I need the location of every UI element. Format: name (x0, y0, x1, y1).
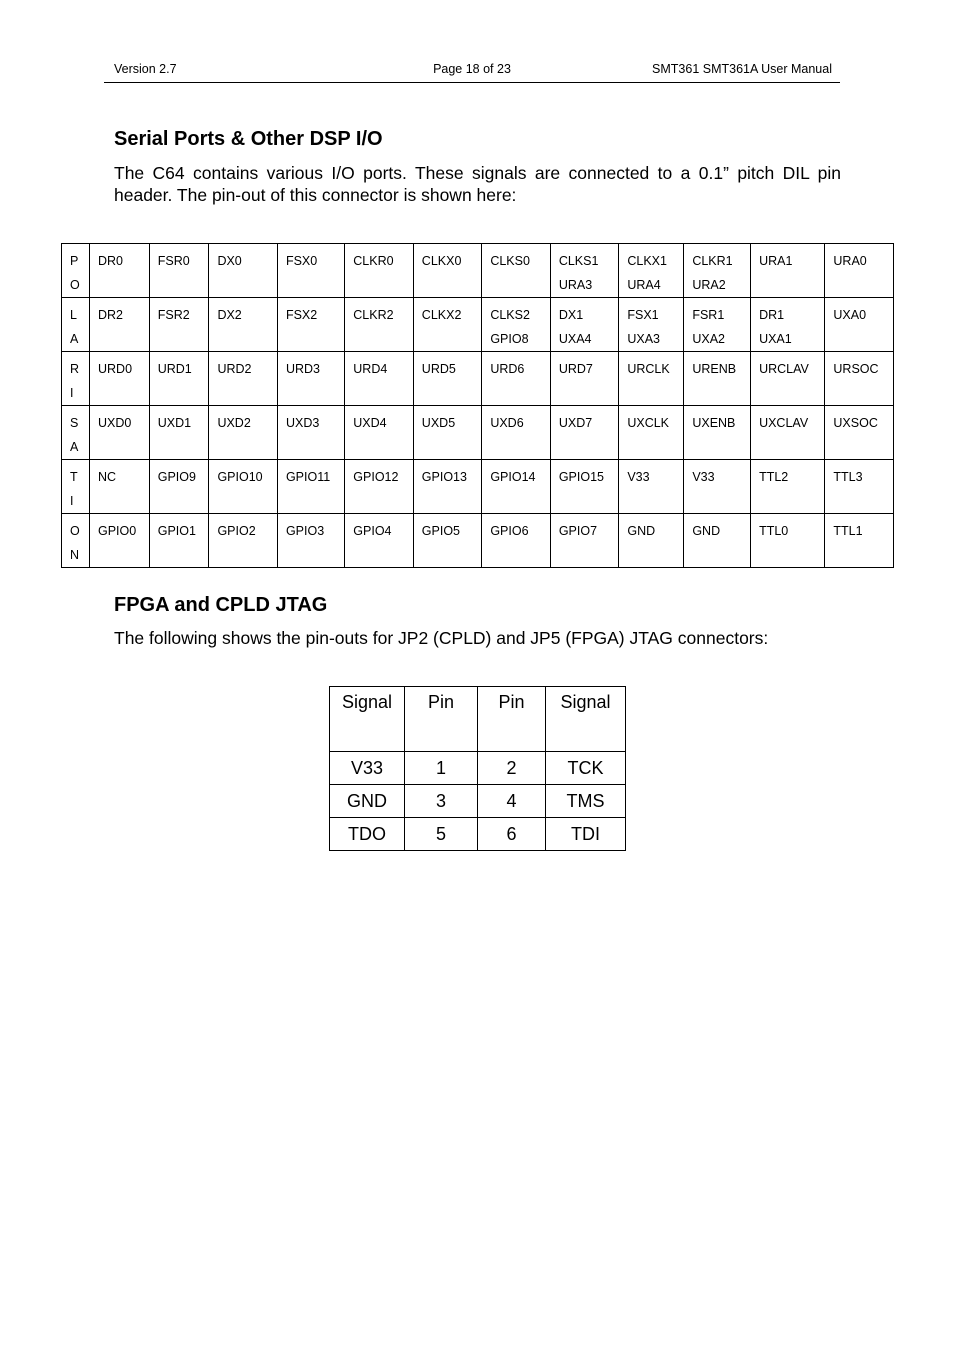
pin-cell (149, 244, 209, 298)
pin-cell (209, 514, 278, 568)
pin-cell (619, 460, 684, 514)
pin-cell (413, 460, 482, 514)
pin-cell (90, 460, 150, 514)
pin-cell (684, 514, 751, 568)
column-header: Signal (546, 687, 626, 752)
pin-signal: UXA3 (627, 332, 660, 346)
pin-signal: UXD4 (353, 416, 387, 430)
pin-cell (684, 406, 751, 460)
pin-cell (209, 406, 278, 460)
pin-signal: TTL3 (833, 470, 863, 484)
pin-signal: URENB (692, 362, 737, 376)
pin-cell (149, 406, 209, 460)
pin-signal: GPIO13 (421, 470, 467, 484)
pin-cell (277, 352, 344, 406)
pin-signal: GPIO15 (558, 470, 604, 484)
pin-signal: URCLK (627, 362, 670, 376)
pin-cell (209, 460, 278, 514)
pin-signal: GPIO14 (490, 470, 536, 484)
pin-cell (277, 406, 344, 460)
pin-signal: GPIO5 (421, 524, 461, 538)
pin-cell (277, 298, 344, 352)
pin-signal: TTL0 (759, 524, 789, 538)
side-label-letter: O (70, 524, 80, 538)
pin-signal: FSR2 (157, 308, 190, 322)
pin-cell (345, 352, 414, 406)
pinout-table (61, 243, 894, 568)
table-header-row (330, 687, 626, 752)
pin-signal: DR1 (759, 308, 785, 322)
pin-cell (619, 244, 684, 298)
pin-signal: DR2 (98, 308, 124, 322)
pin-signal: CLKX0 (421, 254, 462, 268)
table-row (330, 818, 626, 851)
table-cell: 5 (405, 818, 478, 851)
pin-signal: GPIO9 (157, 470, 196, 484)
pin-cell (825, 514, 894, 568)
table-row (62, 298, 894, 352)
pin-signal: UXA0 (833, 308, 867, 322)
pin-signal: URD7 (558, 362, 593, 376)
side-label-letter: R (70, 362, 80, 376)
pin-cell (277, 514, 344, 568)
pin-cell (149, 514, 209, 568)
pin-signal: GPIO4 (353, 524, 392, 538)
side-label-letter: O (70, 278, 80, 292)
table-cell: 1 (405, 752, 478, 785)
pin-cell (482, 406, 551, 460)
header-page-number: Page 18 of 23 (433, 62, 511, 76)
pin-signal: UXD1 (157, 416, 192, 430)
pin-cell (413, 406, 482, 460)
pin-signal: URCLAV (759, 362, 809, 376)
side-label-letter: N (70, 548, 80, 562)
pin-signal: GPIO10 (217, 470, 263, 484)
pin-cell (149, 460, 209, 514)
side-label-letter: T (70, 470, 78, 484)
pin-signal: URD5 (421, 362, 456, 376)
pin-signal: URD6 (490, 362, 525, 376)
pin-cell (825, 352, 894, 406)
pin-cell (345, 244, 414, 298)
pin-signal: URD2 (217, 362, 252, 376)
side-label-letter: I (70, 494, 74, 508)
pin-cell (345, 460, 414, 514)
pin-signal: CLKS0 (490, 254, 530, 268)
table-cell: TDO (330, 818, 405, 851)
pin-cell (413, 352, 482, 406)
side-label-cell (62, 406, 90, 460)
side-label-cell (62, 514, 90, 568)
pin-cell (90, 352, 150, 406)
section-title-jtag: FPGA and CPLD JTAG (114, 594, 328, 616)
pin-cell (751, 298, 825, 352)
pin-signal: GND (692, 524, 721, 538)
pin-cell (482, 514, 551, 568)
section-title-serial-ports: Serial Ports & Other DSP I/O (114, 128, 383, 150)
pin-signal: FSX0 (285, 254, 318, 268)
pin-cell (751, 514, 825, 568)
pin-cell (825, 298, 894, 352)
pin-cell (825, 460, 894, 514)
pin-signal: UXD2 (217, 416, 251, 430)
pin-signal: UXA1 (759, 332, 792, 346)
pin-cell (90, 406, 150, 460)
table-row (62, 352, 894, 406)
pin-signal: UXCLAV (759, 416, 809, 430)
pin-cell (345, 298, 414, 352)
pin-signal: URA1 (759, 254, 793, 268)
pin-signal: UXSOC (833, 416, 878, 430)
pin-cell (619, 298, 684, 352)
table-cell: V33 (330, 752, 405, 785)
pin-cell (751, 460, 825, 514)
pin-signal: GPIO7 (558, 524, 598, 538)
pin-cell (751, 352, 825, 406)
side-label-cell (62, 352, 90, 406)
pin-cell (619, 514, 684, 568)
pin-cell (825, 406, 894, 460)
pin-signal: CLKR0 (353, 254, 394, 268)
pin-cell (277, 460, 344, 514)
pin-cell (413, 298, 482, 352)
pin-signal: DX0 (217, 254, 242, 268)
pin-cell (482, 460, 551, 514)
pin-cell (550, 298, 619, 352)
pin-signal: GND (627, 524, 656, 538)
pin-cell (90, 298, 150, 352)
pin-signal: DX1 (558, 308, 584, 322)
pin-signal: CLKS1 (558, 254, 599, 268)
jtag-table (329, 686, 626, 851)
pin-signal: GPIO0 (98, 524, 137, 538)
table-row (62, 244, 894, 298)
pin-signal: UXD0 (98, 416, 132, 430)
column-header: Pin (478, 687, 546, 752)
pin-cell (209, 298, 278, 352)
pin-signal: DR0 (98, 254, 124, 268)
table-row (62, 514, 894, 568)
pin-cell (684, 244, 751, 298)
pin-cell (751, 244, 825, 298)
pin-signal: V33 (627, 470, 650, 484)
pin-signal: GPIO12 (353, 470, 399, 484)
pin-signal: URA0 (833, 254, 867, 268)
table-row (330, 752, 626, 785)
table-cell: GND (330, 785, 405, 818)
pin-cell (345, 514, 414, 568)
side-label-cell (62, 460, 90, 514)
pin-cell (751, 406, 825, 460)
pin-cell (550, 514, 619, 568)
pin-cell (684, 298, 751, 352)
pin-signal: URSOC (833, 362, 879, 376)
pin-signal: UXD3 (285, 416, 320, 430)
pin-signal: GPIO8 (490, 332, 529, 346)
side-label-letter: L (70, 308, 77, 322)
pin-signal: CLKR2 (353, 308, 394, 322)
pin-cell (345, 406, 414, 460)
pin-signal: URA3 (558, 278, 593, 292)
page-header (104, 62, 840, 83)
pin-signal: UXENB (692, 416, 736, 430)
table-cell: TDI (546, 818, 626, 851)
table-row (62, 460, 894, 514)
pin-signal: URD4 (353, 362, 388, 376)
header-version: Version 2.7 (114, 62, 177, 76)
pin-signal: V33 (692, 470, 715, 484)
pin-signal: URD3 (285, 362, 320, 376)
pin-cell (550, 352, 619, 406)
side-label-letter: A (70, 332, 79, 346)
pin-signal: GPIO6 (490, 524, 529, 538)
pin-cell (413, 244, 482, 298)
pin-cell (482, 298, 551, 352)
pin-signal: NC (98, 470, 117, 484)
pin-cell (277, 244, 344, 298)
pin-signal: UXD6 (490, 416, 524, 430)
side-label-letter: I (70, 386, 74, 400)
side-label-cell (62, 298, 90, 352)
pin-signal: URA2 (692, 278, 726, 292)
pin-cell (482, 244, 551, 298)
pin-signal: CLKS2 (490, 308, 530, 322)
table-cell: 2 (478, 752, 546, 785)
pin-cell (550, 244, 619, 298)
pin-signal: FSR1 (692, 308, 725, 322)
side-label-letter: P (70, 254, 79, 268)
side-label-letter: S (70, 416, 79, 430)
pin-cell (413, 514, 482, 568)
pin-signal: URD0 (98, 362, 133, 376)
pin-signal: TTL2 (759, 470, 789, 484)
pin-cell (619, 406, 684, 460)
pin-signal: CLKR1 (692, 254, 733, 268)
pin-cell (825, 244, 894, 298)
header-manual-title: SMT361 SMT361A User Manual (652, 62, 832, 76)
table-cell: TMS (546, 785, 626, 818)
pin-signal: CLKX2 (421, 308, 462, 322)
pin-signal: URD1 (157, 362, 192, 376)
pin-cell (684, 352, 751, 406)
pin-signal: FSR0 (157, 254, 190, 268)
pin-signal: FSX2 (285, 308, 318, 322)
pin-cell (482, 352, 551, 406)
table-cell: 4 (478, 785, 546, 818)
pin-signal: GPIO1 (157, 524, 196, 538)
pin-cell (619, 352, 684, 406)
pin-cell (90, 244, 150, 298)
pin-signal: GPIO2 (217, 524, 256, 538)
table-cell: 6 (478, 818, 546, 851)
table-row (330, 785, 626, 818)
pin-cell (550, 460, 619, 514)
pin-signal: UXA2 (692, 332, 725, 346)
pin-signal: GPIO3 (285, 524, 325, 538)
pin-cell (149, 298, 209, 352)
pin-signal: URA4 (627, 278, 661, 292)
side-label-letter: A (70, 440, 79, 454)
pin-cell (550, 406, 619, 460)
section-paragraph-serial-ports: The C64 contains various I/O ports. These signals are connected to a 0.1” pitch DIL pin header. The pin-out of this connector is shown here: (114, 163, 841, 205)
pin-signal: UXD5 (421, 416, 456, 430)
pin-signal: UXA4 (558, 332, 592, 346)
column-header: Pin (405, 687, 478, 752)
pin-signal: CLKX1 (627, 254, 667, 268)
pinout-table-body (62, 244, 894, 568)
pin-cell (149, 352, 209, 406)
side-label-cell (62, 244, 90, 298)
pin-signal: UXCLK (627, 416, 670, 430)
pin-cell (684, 460, 751, 514)
column-header: Signal (330, 687, 405, 752)
section-paragraph-jtag: The following shows the pin-outs for JP2 (CPLD) and JP5 (FPGA) JTAG connectors: (114, 628, 769, 648)
pin-signal: UXD7 (558, 416, 593, 430)
pin-cell (209, 244, 278, 298)
pin-signal: DX2 (217, 308, 242, 322)
pin-signal: GPIO11 (285, 470, 331, 484)
table-cell: 3 (405, 785, 478, 818)
pin-signal: FSX1 (627, 308, 659, 322)
table-row (62, 406, 894, 460)
jtag-table-body (330, 687, 626, 851)
pin-cell (90, 514, 150, 568)
pin-signal: TTL1 (833, 524, 863, 538)
table-cell: TCK (546, 752, 626, 785)
pin-cell (209, 352, 278, 406)
